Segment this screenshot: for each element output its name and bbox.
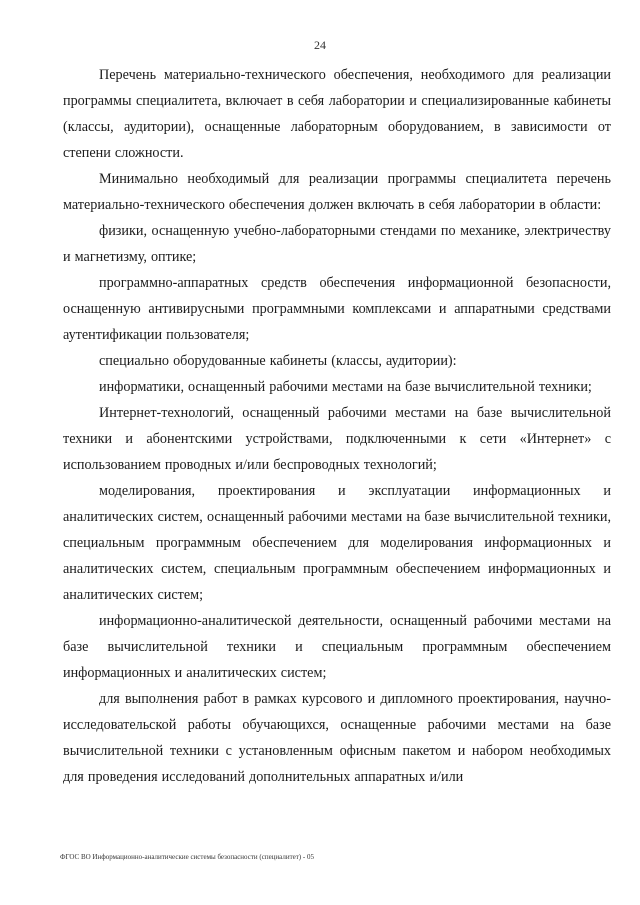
paragraph: специально оборудованные кабинеты (классы, аудитории): (99, 353, 457, 369)
paragraph: Минимально необходимый для реализации программы специалитета перечень материально-технического обеспечения должен включать в себя лаборатории в области: (63, 171, 611, 213)
paragraph: программно-аппаратных средств обеспечения информационной безопасности, оснащенную антивирусными программными комплексами и аппаратными средствами аутентификации пользователя; (63, 275, 611, 343)
page-number: 24 (314, 38, 326, 52)
page-footer: ФГОС ВО Информационно-аналитические системы безопасности (специалитет) - 05 (60, 853, 314, 861)
paragraph: моделирования, проектирования и эксплуатации информационных и аналитических систем, оснащенный рабочими местами на базе вычислительной техники, специальным программным обеспечением для моделирования информационных и аналитических систем, специальным программным обеспечением информационных и аналитических систем; (63, 483, 611, 603)
paragraph: Интернет-технологий, оснащенный рабочими местами на базе вычислительной техники и абонентскими устройствами, подключенными к сети «Интернет» с использованием проводных и/или беспроводных технологий; (63, 405, 611, 473)
paragraph: информационно-аналитической деятельности, оснащенный рабочими местами на базе вычислительной техники и специальным программным обеспечением информационных и аналитических систем; (63, 613, 611, 681)
document-body (63, 62, 611, 790)
paragraph: для выполнения работ в рамках курсового и дипломного проектирования, научно-исследовательской работы обучающихся, оснащенные рабочими местами на базе вычислительной техники с установленным офисным пакетом и набором необходимых для проведения исследований дополнительных аппаратных и/или (63, 691, 611, 785)
paragraph: Перечень материально-технического обеспечения, необходимого для реализации программы специалитета, включает в себя лаборатории и специализированные кабинеты (классы, аудитории), оснащенные лабораторным оборудованием, в зависимости от степени сложности. (63, 67, 611, 161)
paragraph: информатики, оснащенный рабочими местами на базе вычислительной техники; (99, 379, 592, 395)
paragraph: физики, оснащенную учебно-лабораторными стендами по механике, электричеству и магнетизму, оптике; (63, 223, 611, 265)
